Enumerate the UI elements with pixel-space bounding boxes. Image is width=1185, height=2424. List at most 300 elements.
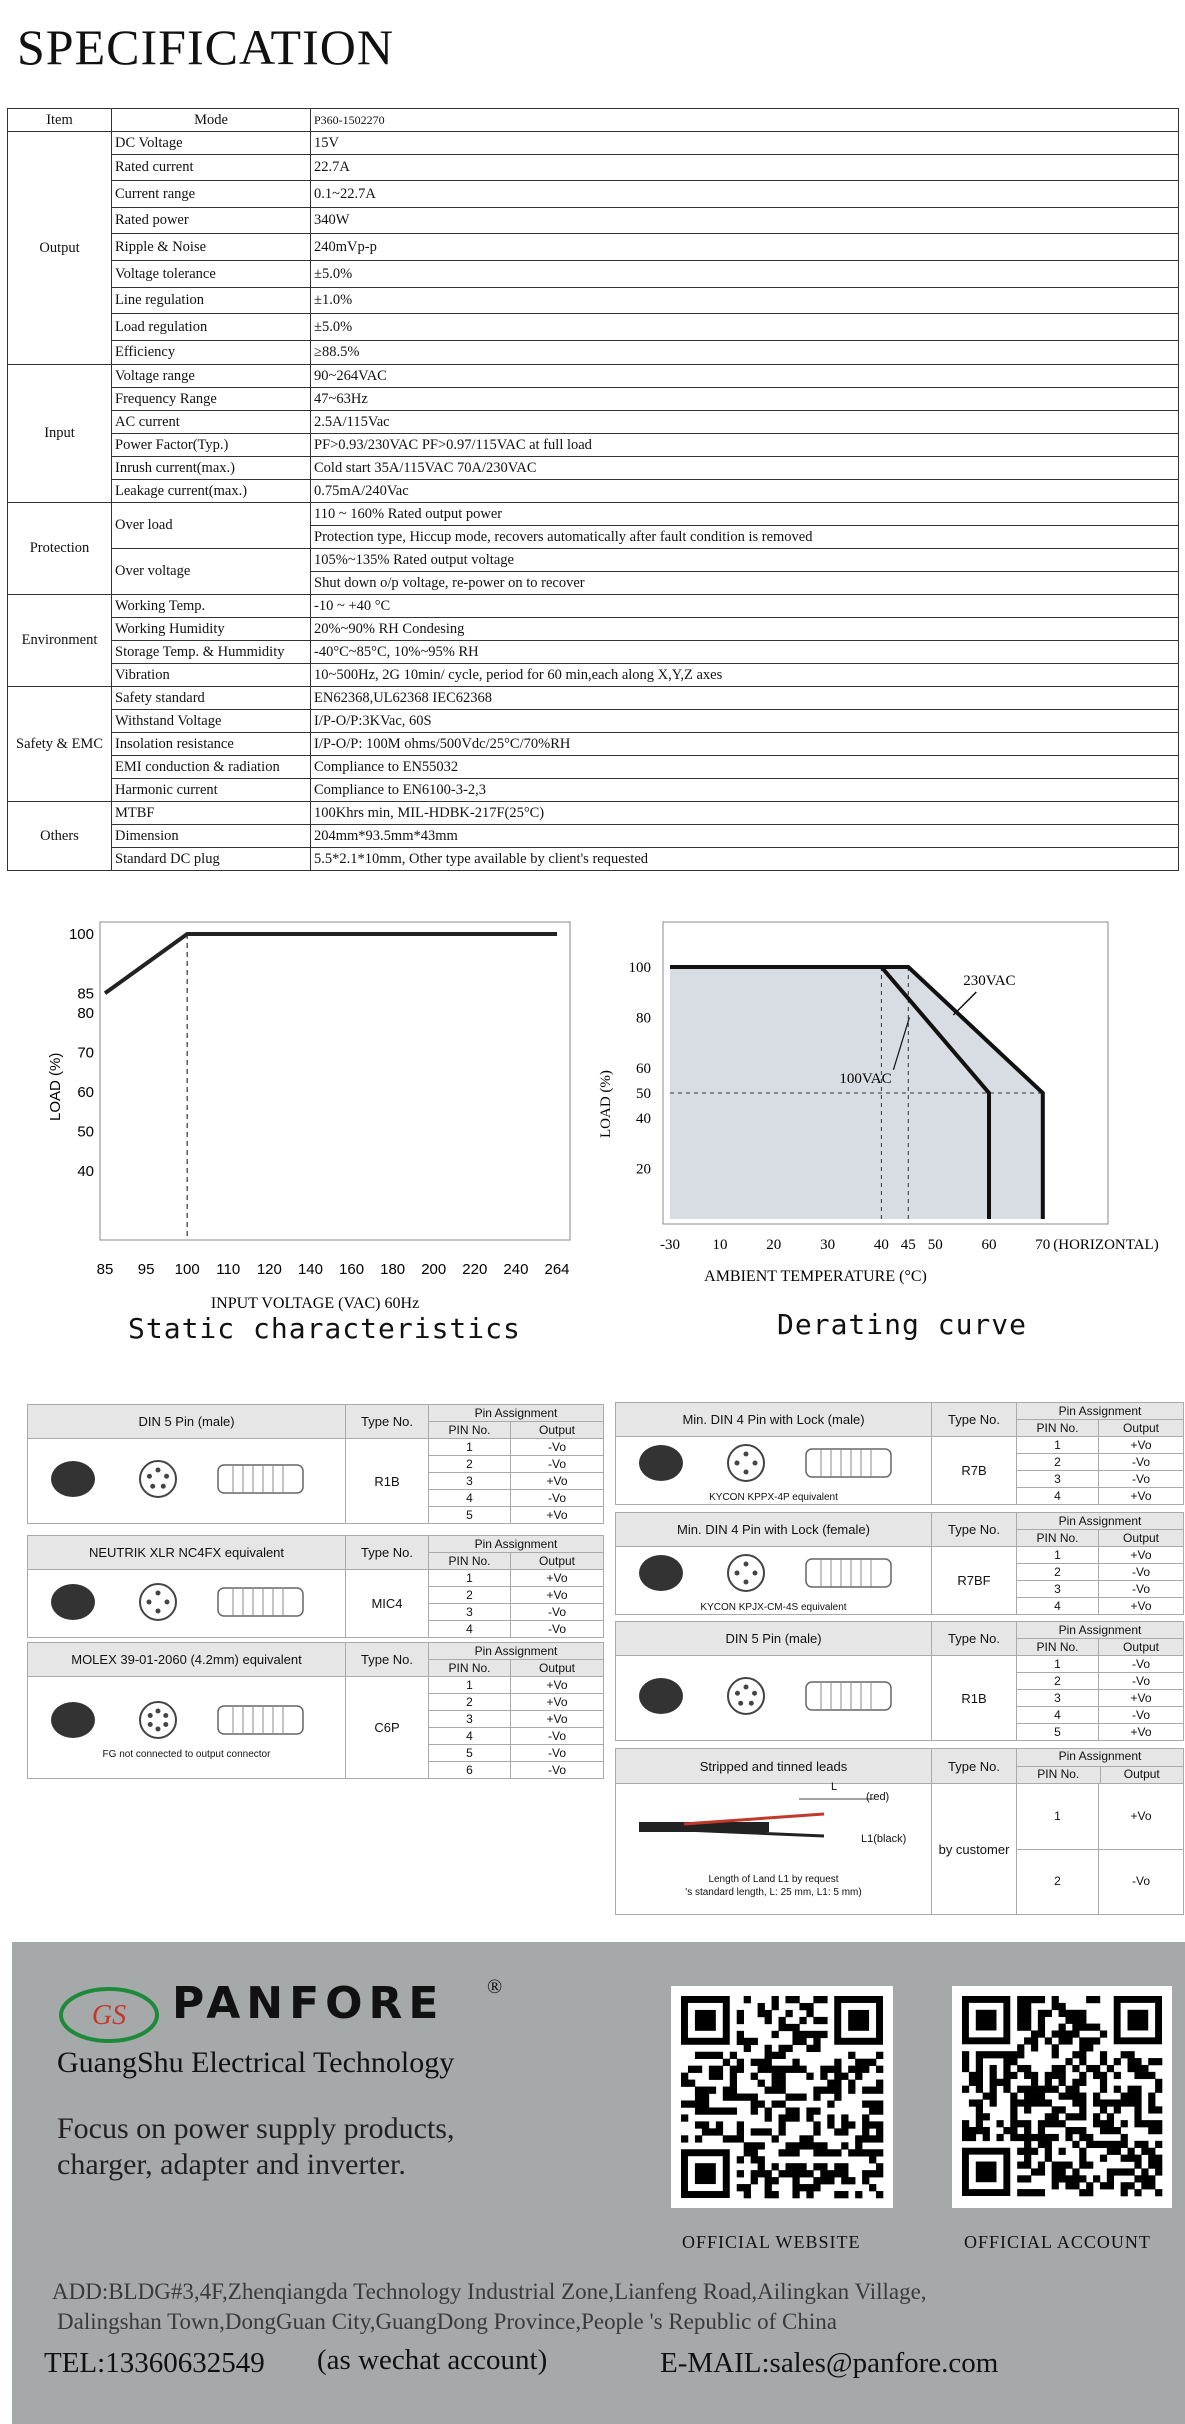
qr-module: [848, 2177, 855, 2184]
qr-module: [1128, 2058, 1135, 2065]
qr-module: [1024, 2065, 1031, 2072]
qr-module: [1148, 2175, 1155, 2182]
qr-module: [1038, 1996, 1045, 2003]
qr-module: [1010, 2134, 1017, 2141]
qr-module: [1003, 2127, 1010, 2134]
qr-module: [1024, 2120, 1031, 2127]
qr-module: [716, 2066, 723, 2073]
x-tick-label: 50: [927, 1237, 943, 1253]
qr-module: [806, 2114, 813, 2121]
qr-module: [834, 2128, 841, 2135]
connector-image: [616, 1781, 932, 1915]
qr-module: [799, 2031, 806, 2038]
qr-module: [869, 2121, 876, 2128]
pin-output: -Vo: [511, 1621, 604, 1638]
qr-module: [744, 1996, 751, 2003]
pin-number: 3: [1017, 1471, 1099, 1488]
qr-module: [1031, 2044, 1038, 2051]
qr-module: [1038, 2017, 1045, 2024]
qr-module: [1148, 2058, 1155, 2065]
row-label: Rated power: [112, 208, 311, 234]
qr-module: [1141, 2120, 1148, 2127]
pin-output: -Vo: [1099, 1707, 1184, 1724]
qr-code-icon: [671, 1986, 893, 2208]
pin-output: -Vo: [1099, 1454, 1184, 1471]
qr-module: [1038, 2120, 1045, 2127]
qr-module: [792, 2170, 799, 2177]
pin-no-header: PIN No.: [429, 1422, 511, 1439]
qr-module: [820, 1996, 827, 2003]
output-header: Output: [1099, 1530, 1184, 1547]
qr-module: [976, 2065, 983, 2072]
row-value: 0.1~22.7A: [311, 181, 1179, 208]
qr-module: [758, 2100, 765, 2107]
qr-module: [1017, 2017, 1024, 2024]
pin-output: +Vo: [1099, 1488, 1184, 1505]
qr-module: [799, 2142, 806, 2149]
row-value: 5.5*2.1*10mm, Other type available by client's requested: [311, 848, 1179, 871]
qr-module: [869, 2087, 876, 2094]
qr-module: [1155, 2120, 1162, 2127]
output-header: Output: [511, 1660, 604, 1677]
brand-name: PANFORE: [172, 1978, 445, 2029]
group-environment: Environment: [8, 595, 112, 687]
qr-module: [1059, 2065, 1066, 2072]
qr-module: [1100, 2079, 1107, 2086]
qr-module: [1017, 2044, 1024, 2051]
qr-module: [834, 2080, 841, 2087]
qr-module: [806, 2184, 813, 2191]
qr-module: [1017, 1996, 1024, 2003]
qr-module: [806, 2073, 813, 2080]
qr-module: [695, 2100, 702, 2107]
y-tick-label: 50: [636, 1086, 651, 1102]
qr-module: [1031, 2148, 1038, 2155]
qr-module: [841, 2177, 848, 2184]
qr-module: [785, 2114, 792, 2121]
qr-module: [813, 2087, 820, 2094]
qr-module: [1107, 2120, 1114, 2127]
qr-module: [1100, 2106, 1107, 2113]
qr-module: [702, 2121, 709, 2128]
qr-module: [751, 2149, 758, 2156]
qr-module: [772, 1996, 779, 2003]
qr-module: [834, 2059, 841, 2066]
qr-module: [876, 2163, 883, 2170]
qr-module: [1134, 2162, 1141, 2169]
qr-finder: [695, 2163, 716, 2184]
qr-module: [1031, 1996, 1038, 2003]
group-safety: Safety & EMC: [8, 687, 112, 802]
qr-module: [976, 2106, 983, 2113]
y-tick-label: 100: [628, 960, 651, 976]
qr-module: [855, 2149, 862, 2156]
qr-module: [1128, 2148, 1135, 2155]
qr-module: [1128, 2168, 1135, 2175]
qr-module: [1024, 2127, 1031, 2134]
pin-number: 2: [1017, 1564, 1099, 1581]
qr-module: [1017, 2120, 1024, 2127]
qr-module: [990, 2093, 997, 2100]
pin-number: 4: [1017, 1598, 1099, 1615]
qr-module: [792, 2107, 799, 2114]
qr-module: [1003, 2079, 1010, 2086]
qr-module: [1017, 2086, 1024, 2093]
qr-module: [1079, 2010, 1086, 2017]
qr-module: [996, 2079, 1003, 2086]
row-label: Standard DC plug: [112, 848, 311, 871]
qr-module: [772, 2087, 779, 2094]
pin-assignment-header: Pin Assignment: [1017, 1622, 1184, 1639]
brand-logo-icon: [57, 1984, 162, 2046]
qr-module: [834, 2170, 841, 2177]
qr-module: [751, 2142, 758, 2149]
y-tick-label: 40: [636, 1111, 651, 1128]
row-value: 110 ~ 160% Rated output power: [311, 503, 1179, 526]
qr-module: [1024, 2086, 1031, 2093]
type-no-header: Type No.: [932, 1513, 1017, 1547]
pin-output: -Vo: [1099, 1471, 1184, 1488]
qr-module: [976, 2086, 983, 2093]
group-others: Others: [8, 802, 112, 871]
qr-module: [1134, 2072, 1141, 2079]
qr-module: [737, 2038, 744, 2045]
qr-module: [990, 2079, 997, 2086]
qr-module: [1134, 2086, 1141, 2093]
pin-output: +Vo: [511, 1570, 604, 1587]
row-label: Dimension: [112, 825, 311, 848]
qr-module: [1059, 2030, 1066, 2037]
qr-module: [855, 2135, 862, 2142]
qr-module: [806, 2010, 813, 2017]
qr-module: [841, 2142, 848, 2149]
connector-title: DIN 5 Pin (male): [616, 1622, 932, 1656]
qr-module: [1038, 2162, 1045, 2169]
qr-module: [1017, 2065, 1024, 2072]
y-tick-label: 80: [636, 1010, 651, 1027]
header-model: P360-1502270: [311, 109, 1179, 132]
qr-module: [1052, 2086, 1059, 2093]
qr-module: [1072, 2017, 1079, 2024]
qr-module: [1100, 2030, 1107, 2037]
qr-module: [1155, 2058, 1162, 2065]
row-value: Compliance to EN55032: [311, 756, 1179, 779]
qr-module: [1052, 2072, 1059, 2079]
connector-section: [615, 1748, 1184, 1915]
qr-module: [1059, 2024, 1066, 2031]
email[interactable]: E-MAIL:sales@panfore.com: [660, 2347, 999, 2379]
qr-module: [1079, 2058, 1086, 2065]
qr-module: [792, 2184, 799, 2191]
qr-module: [730, 2073, 737, 2080]
pin-no-header: PIN No.: [1017, 1530, 1099, 1547]
qr-module: [792, 2149, 799, 2156]
qr-module: [799, 2066, 806, 2073]
qr-module: [765, 2052, 772, 2059]
qr-module: [813, 2107, 820, 2114]
qr-module: [792, 2114, 799, 2121]
type-no-header: Type No.: [932, 1749, 1017, 1784]
connector-plug-icon: [33, 1454, 341, 1504]
qr-module: [1031, 2037, 1038, 2044]
qr-module: [772, 2066, 779, 2073]
row-label: Ripple & Noise: [112, 234, 311, 261]
qr-module: [813, 2094, 820, 2101]
website-qr-code[interactable]: [671, 1986, 893, 2208]
pin-number: 4: [429, 1490, 511, 1507]
qr-module: [1114, 2148, 1121, 2155]
qr-module: [806, 2107, 813, 2114]
qr-module: [806, 2170, 813, 2177]
qr-module: [1114, 2099, 1121, 2106]
qr-module: [820, 2177, 827, 2184]
qr-module: [813, 2128, 820, 2135]
qr-module: [820, 2073, 827, 2080]
pin-number: 1: [429, 1677, 511, 1694]
qr-module: [1155, 2086, 1162, 2093]
qr-module: [1059, 2037, 1066, 2044]
qr-module: [1134, 2093, 1141, 2100]
qr-module: [744, 2142, 751, 2149]
row-value: 240mVp-p: [311, 234, 1179, 261]
qr-module: [1024, 2175, 1031, 2182]
qr-module: [1065, 2017, 1072, 2024]
qr-module: [827, 2066, 834, 2073]
qr-module: [876, 2191, 883, 2198]
connector-section: [615, 1512, 1184, 1615]
qr-module: [1086, 2044, 1093, 2051]
qr-module: [1024, 2155, 1031, 2162]
pin-output: -Vo: [511, 1439, 604, 1456]
qr-module: [1107, 2099, 1114, 2106]
row-value: ±1.0%: [311, 288, 1179, 314]
plot-frame: [100, 922, 570, 1240]
qr-module: [1072, 2065, 1079, 2072]
qr-module: [772, 2031, 779, 2038]
type-no-header: Type No.: [346, 1405, 429, 1439]
qr-module: [876, 2100, 883, 2107]
table-row: [616, 1656, 1184, 1673]
row-value: 47~63Hz: [311, 388, 1179, 411]
qr-module: [820, 2163, 827, 2170]
pin-output: +Vo: [1099, 1547, 1184, 1564]
qr-module: [841, 2170, 848, 2177]
qr-module: [820, 2087, 827, 2094]
qr-module: [1059, 2010, 1066, 2017]
qr-module: [1003, 2065, 1010, 2072]
qr-module: [1003, 2086, 1010, 2093]
row-label: Power Factor(Typ.): [112, 434, 311, 457]
qr-module: [1024, 2134, 1031, 2141]
qr-module: [702, 2128, 709, 2135]
qr-module: [723, 2087, 730, 2094]
pin-output: +Vo: [511, 1677, 604, 1694]
telephone: TEL:13360632549: [44, 2347, 265, 2379]
qr-module: [1052, 2120, 1059, 2127]
row-label: Line regulation: [112, 288, 311, 314]
output-header: Output: [511, 1422, 604, 1439]
group-protection: Protection: [8, 503, 112, 595]
qr-module: [976, 2099, 983, 2106]
qr-module: [1031, 2189, 1038, 2196]
qr-module: [1072, 2168, 1079, 2175]
series-label: 230VAC: [963, 973, 1016, 989]
qr-module: [716, 2052, 723, 2059]
qr-module: [1010, 2106, 1017, 2113]
account-qr-code[interactable]: [952, 1986, 1172, 2208]
row-value: -10 ~ +40 °C: [311, 595, 1179, 618]
qr-module: [1121, 2120, 1128, 2127]
qr-module: [1148, 2120, 1155, 2127]
qr-module: [1114, 2072, 1121, 2079]
qr-module: [1065, 2058, 1072, 2065]
qr-module: [848, 2087, 855, 2094]
qr-module: [1045, 2072, 1052, 2079]
qr-module: [1121, 2099, 1128, 2106]
qr-module: [869, 2135, 876, 2142]
row-value: ≥88.5%: [311, 341, 1179, 365]
address-line-1: ADD:BLDG#3,4F,Zhenqiangda Technology Industrial Zone,Lianfeng Road,Ailingkan Village,: [52, 2279, 927, 2304]
x-tick-label: 20: [766, 1237, 782, 1253]
connector-type-no: R7B: [932, 1437, 1017, 1505]
qr-module: [1107, 2182, 1114, 2189]
connector-plug-icon: [621, 1671, 927, 1721]
connector-section: [27, 1642, 604, 1779]
qr-module: [1031, 2030, 1038, 2037]
qr-module: [688, 2080, 695, 2087]
qr-module: [1017, 2189, 1024, 2196]
qr-module: [813, 2149, 820, 2156]
qr-module: [1107, 2148, 1114, 2155]
qr-module: [695, 2066, 702, 2073]
pin-number: 2: [1017, 1849, 1099, 1915]
qr-module: [772, 2080, 779, 2087]
lead-note-2: 's standard length, L: 25 mm, L1: 5 mm): [685, 1887, 862, 1898]
qr-module: [1010, 2113, 1017, 2120]
qr-module: [1059, 2168, 1066, 2175]
qr-module: [813, 2163, 820, 2170]
row-label: Load regulation: [112, 314, 311, 341]
qr-module: [1079, 2093, 1086, 2100]
qr-module: [1134, 2113, 1141, 2120]
pin-output: -Vo: [511, 1604, 604, 1621]
qr-module: [730, 2087, 737, 2094]
qr-module: [1072, 2141, 1079, 2148]
row-value: Protection type, Hiccup mode, recovers automatically after fault condition is removed: [311, 526, 1179, 549]
row-value: 204mm*93.5mm*43mm: [311, 825, 1179, 848]
qr-module: [1052, 2003, 1059, 2010]
svg-text:GS: GS: [91, 2000, 127, 2031]
row-label: Withstand Voltage: [112, 710, 311, 733]
pin-output: -Vo: [1099, 1849, 1184, 1915]
qr-module: [1121, 2182, 1128, 2189]
qr-module: [820, 2142, 827, 2149]
qr-module: [1128, 2093, 1135, 2100]
qr-module: [1065, 2010, 1072, 2017]
pin-output: +Vo: [511, 1587, 604, 1604]
pin-assignment-header-label: Pin Assignment: [1017, 1749, 1183, 1767]
qr-module: [799, 2135, 806, 2142]
qr-module: [1003, 2058, 1010, 2065]
qr-module: [1059, 2093, 1066, 2100]
qr-module: [848, 2066, 855, 2073]
qr-module: [983, 2093, 990, 2100]
qr-module: [1038, 2093, 1045, 2100]
qr-module: [1100, 2099, 1107, 2106]
qr-module: [1031, 2086, 1038, 2093]
qr-module: [779, 2100, 786, 2107]
qr-module: [1148, 2106, 1155, 2113]
qr-module: [1045, 2141, 1052, 2148]
qr-module: [996, 2051, 1003, 2058]
qr-module: [792, 2059, 799, 2066]
qr-module: [969, 2134, 976, 2141]
qr-module: [765, 2045, 772, 2052]
qr-module: [996, 2134, 1003, 2141]
x-tick-label: 70: [1035, 1237, 1051, 1253]
pin-no-header: PIN No.: [1017, 1639, 1099, 1656]
x-tick-label: 140: [297, 1261, 323, 1278]
qr-module: [751, 2177, 758, 2184]
qr-module: [1155, 2162, 1162, 2169]
qr-module: [827, 2100, 834, 2107]
connector-image: [616, 1547, 932, 1615]
qr-module: [1141, 2182, 1148, 2189]
qr-module: [758, 2156, 765, 2163]
qr-module: [834, 2066, 841, 2073]
table-row: [28, 1570, 604, 1587]
table-header-row: [8, 109, 1179, 132]
row-value: 340W: [311, 208, 1179, 234]
telephone-note: (as wechat account): [317, 2344, 548, 2376]
qr-module: [1128, 2065, 1135, 2072]
qr-module: [1079, 2162, 1086, 2169]
qr-module: [1079, 2175, 1086, 2182]
qr-module: [876, 2121, 883, 2128]
qr-module: [1128, 2182, 1135, 2189]
qr-module: [834, 2149, 841, 2156]
qr-module: [1134, 2099, 1141, 2106]
qr-module: [1065, 2162, 1072, 2169]
type-no-header: Type No.: [932, 1622, 1017, 1656]
qr-module: [1045, 2120, 1052, 2127]
qr-module: [1059, 2148, 1066, 2155]
qr-module: [779, 2045, 786, 2052]
qr-module: [730, 2094, 737, 2101]
qr-module: [709, 2052, 716, 2059]
qr-module: [779, 2024, 786, 2031]
qr-module: [806, 2031, 813, 2038]
qr-module: [765, 2128, 772, 2135]
derating-curve-caption: Derating curve: [777, 1308, 1028, 1341]
qr-module: [1072, 2099, 1079, 2106]
x-tick-label: 40: [873, 1237, 889, 1253]
row-label: Insolation resistance: [112, 733, 311, 756]
qr-module: [695, 2135, 702, 2142]
qr-module: [1052, 2065, 1059, 2072]
qr-module: [758, 2142, 765, 2149]
qr-module: [772, 2135, 779, 2142]
row-label: Over voltage: [112, 549, 311, 595]
qr-module: [772, 2003, 779, 2010]
qr-module: [1065, 2182, 1072, 2189]
qr-module: [1121, 2155, 1128, 2162]
qr-module: [820, 2170, 827, 2177]
x-tick-label: 200: [421, 1261, 447, 1278]
qr-module: [1079, 2113, 1086, 2120]
qr-module: [1010, 2072, 1017, 2079]
qr-module: [1079, 2189, 1086, 2196]
